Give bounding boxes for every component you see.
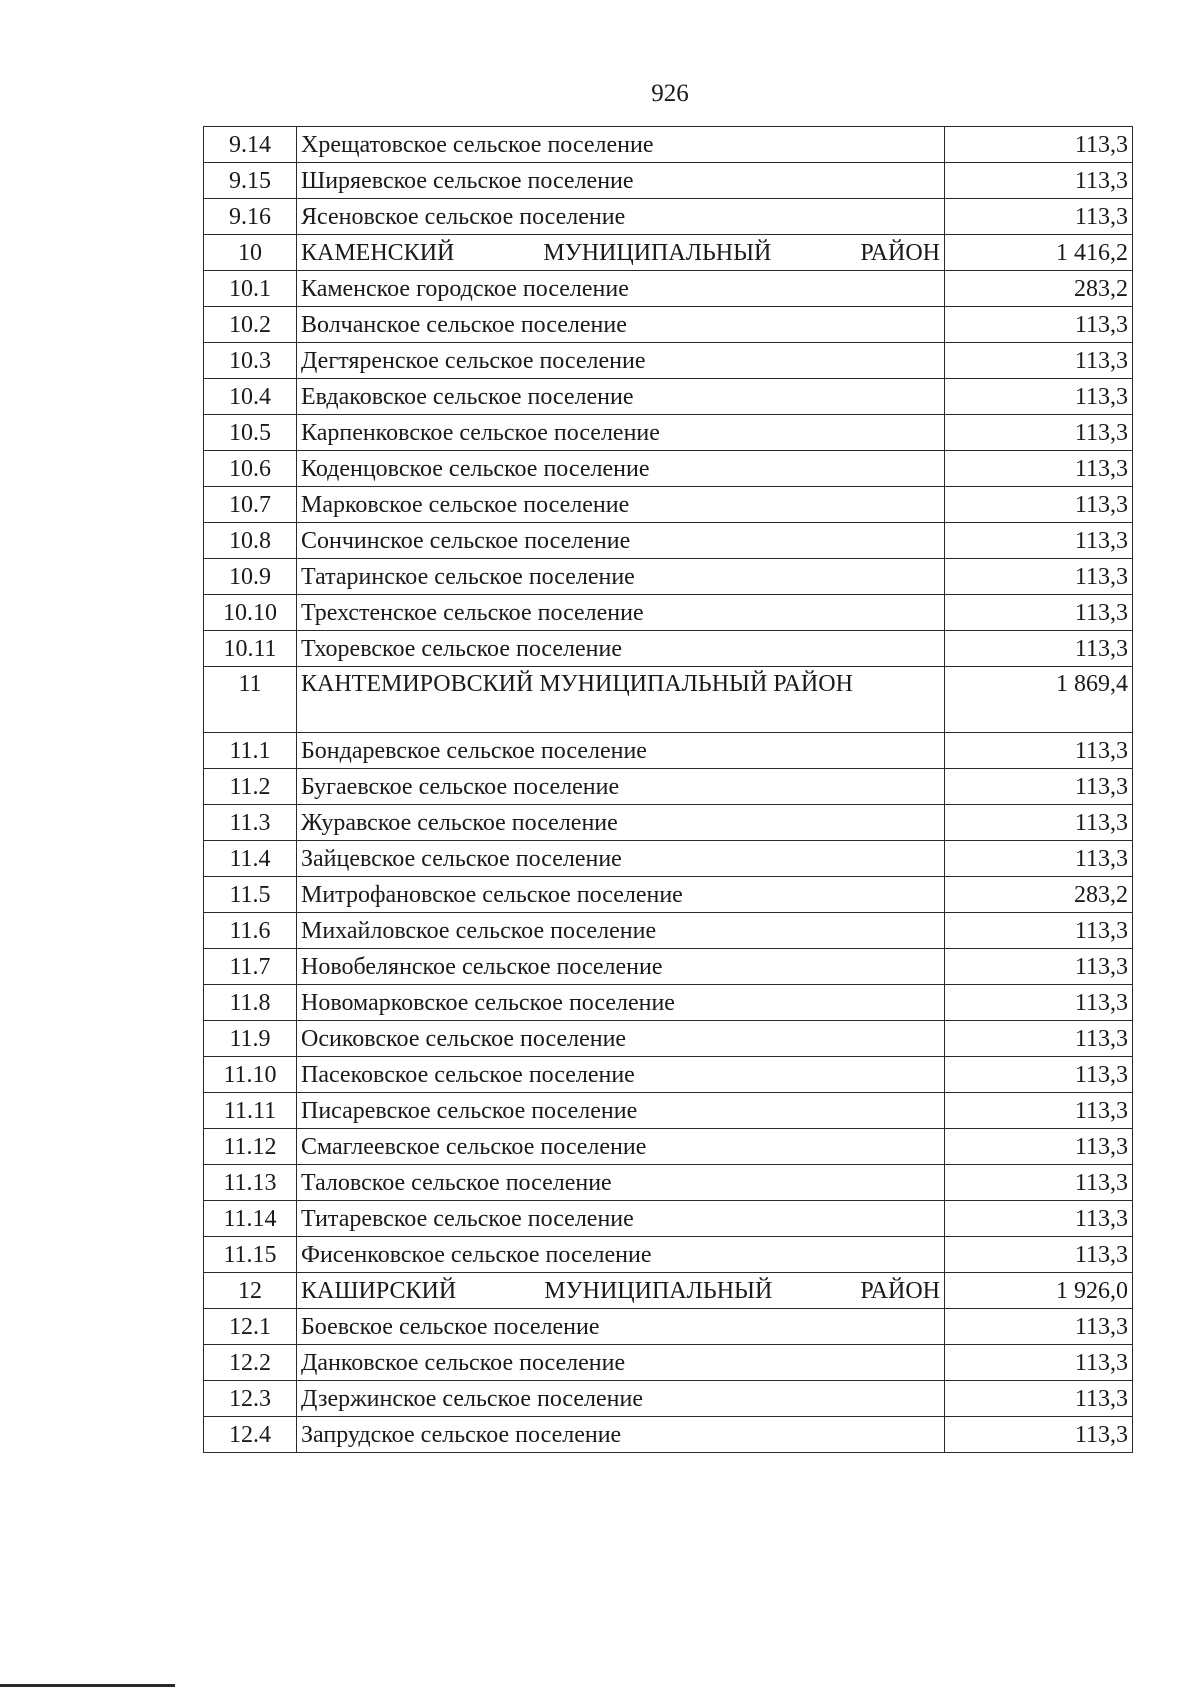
row-number: 11.15 xyxy=(204,1237,297,1273)
row-number: 10.2 xyxy=(204,307,297,343)
row-number: 11.4 xyxy=(204,841,297,877)
row-number: 11.12 xyxy=(204,1129,297,1165)
settlements-table xyxy=(203,126,1133,1453)
table-row xyxy=(204,733,1133,769)
table-row xyxy=(204,1345,1133,1381)
table-row xyxy=(204,1417,1133,1453)
table-row xyxy=(204,985,1133,1021)
table-row xyxy=(204,307,1133,343)
settlement-value: 113,3 xyxy=(945,1201,1133,1237)
row-number: 11.8 xyxy=(204,985,297,1021)
table-row xyxy=(204,1093,1133,1129)
district-row xyxy=(204,235,1133,271)
settlement-value: 113,3 xyxy=(945,127,1133,163)
row-number: 11.9 xyxy=(204,1021,297,1057)
row-number: 11.11 xyxy=(204,1093,297,1129)
settlement-value: 113,3 xyxy=(945,1021,1133,1057)
table-row xyxy=(204,1237,1133,1273)
row-number: 11.6 xyxy=(204,913,297,949)
settlement-name: Писаревское сельское поселение xyxy=(297,1093,945,1129)
settlement-name: Пасековское сельское поселение xyxy=(297,1057,945,1093)
settlement-name: Осиковское сельское поселение xyxy=(297,1021,945,1057)
table-row xyxy=(204,127,1133,163)
settlement-value: 113,3 xyxy=(945,199,1133,235)
settlement-value: 113,3 xyxy=(945,343,1133,379)
settlement-name: Сончинское сельское поселение xyxy=(297,523,945,559)
settlement-name: Марковское сельское поселение xyxy=(297,487,945,523)
settlement-name: Титаревское сельское поселение xyxy=(297,1201,945,1237)
row-number: 10.11 xyxy=(204,631,297,667)
settlement-name: Боевское сельское поселение xyxy=(297,1309,945,1345)
district-value: 1 869,4 xyxy=(945,667,1133,733)
settlement-value: 113,3 xyxy=(945,487,1133,523)
district-value: 1 926,0 xyxy=(945,1273,1133,1309)
row-number: 12.3 xyxy=(204,1381,297,1417)
settlement-value: 113,3 xyxy=(945,1093,1133,1129)
settlement-value: 113,3 xyxy=(945,379,1133,415)
table-row xyxy=(204,379,1133,415)
row-number: 10.9 xyxy=(204,559,297,595)
settlement-name: Ширяевское сельское поселение xyxy=(297,163,945,199)
table-row xyxy=(204,841,1133,877)
row-number: 9.14 xyxy=(204,127,297,163)
row-number: 11.7 xyxy=(204,949,297,985)
settlement-value: 283,2 xyxy=(945,271,1133,307)
settlement-value: 283,2 xyxy=(945,877,1133,913)
settlement-name: Бондаревское сельское поселение xyxy=(297,733,945,769)
settlement-name: Ясеновское сельское поселение xyxy=(297,199,945,235)
settlement-name: Коденцовское сельское поселение xyxy=(297,451,945,487)
row-number: 10.7 xyxy=(204,487,297,523)
settlement-value: 113,3 xyxy=(945,559,1133,595)
table-row xyxy=(204,523,1133,559)
settlement-value: 113,3 xyxy=(945,451,1133,487)
table-row xyxy=(204,631,1133,667)
table-row xyxy=(204,1129,1133,1165)
settlement-name: Митрофановское сельское поселение xyxy=(297,877,945,913)
district-name: КАМЕНСКИЙ МУНИЦИПАЛЬНЫЙ РАЙОН xyxy=(297,235,945,271)
row-number: 11.1 xyxy=(204,733,297,769)
settlement-name: Хрещатовское сельское поселение xyxy=(297,127,945,163)
settlement-value: 113,3 xyxy=(945,1129,1133,1165)
row-number: 9.16 xyxy=(204,199,297,235)
table-row xyxy=(204,343,1133,379)
settlement-value: 113,3 xyxy=(945,949,1133,985)
settlement-name: Дегтяренское сельское поселение xyxy=(297,343,945,379)
settlement-name: Тхоревское сельское поселение xyxy=(297,631,945,667)
settlement-value: 113,3 xyxy=(945,769,1133,805)
row-number: 11.3 xyxy=(204,805,297,841)
district-value: 1 416,2 xyxy=(945,235,1133,271)
table-row xyxy=(204,415,1133,451)
settlement-name: Фисенковское сельское поселение xyxy=(297,1237,945,1273)
district-name: КАНТЕМИРОВСКИЙ МУНИЦИПАЛЬНЫЙ РАЙОН xyxy=(297,667,945,733)
row-number: 12.4 xyxy=(204,1417,297,1453)
settlement-name: Дзержинское сельское поселение xyxy=(297,1381,945,1417)
settlement-name: Евдаковское сельское поселение xyxy=(297,379,945,415)
settlement-value: 113,3 xyxy=(945,523,1133,559)
settlement-name: Новомарковское сельское поселение xyxy=(297,985,945,1021)
settlement-value: 113,3 xyxy=(945,733,1133,769)
table-row xyxy=(204,1309,1133,1345)
footnote-separator-line xyxy=(0,1684,175,1687)
settlement-value: 113,3 xyxy=(945,1345,1133,1381)
district-row xyxy=(204,1273,1133,1309)
district-row xyxy=(204,667,1133,733)
row-number: 11.14 xyxy=(204,1201,297,1237)
row-number: 11.5 xyxy=(204,877,297,913)
settlement-name: Запрудское сельское поселение xyxy=(297,1417,945,1453)
row-number: 10.6 xyxy=(204,451,297,487)
row-number: 11 xyxy=(204,667,297,733)
settlement-name: Зайцевское сельское поселение xyxy=(297,841,945,877)
settlement-value: 113,3 xyxy=(945,805,1133,841)
settlement-value: 113,3 xyxy=(945,1165,1133,1201)
table-row xyxy=(204,1165,1133,1201)
settlement-value: 113,3 xyxy=(945,631,1133,667)
settlement-value: 113,3 xyxy=(945,1381,1133,1417)
row-number: 10.8 xyxy=(204,523,297,559)
settlement-value: 113,3 xyxy=(945,1057,1133,1093)
settlement-value: 113,3 xyxy=(945,1309,1133,1345)
table-row xyxy=(204,1057,1133,1093)
settlement-value: 113,3 xyxy=(945,307,1133,343)
table-row xyxy=(204,595,1133,631)
settlement-name: Данковское сельское поселение xyxy=(297,1345,945,1381)
row-number: 10.5 xyxy=(204,415,297,451)
settlement-name: Трехстенское сельское поселение xyxy=(297,595,945,631)
row-number: 12 xyxy=(204,1273,297,1309)
row-number: 12.1 xyxy=(204,1309,297,1345)
table-row xyxy=(204,487,1133,523)
table-row xyxy=(204,769,1133,805)
settlement-name: Таловское сельское поселение xyxy=(297,1165,945,1201)
page-number: 926 xyxy=(651,80,689,107)
settlement-name: Михайловское сельское поселение xyxy=(297,913,945,949)
settlement-value: 113,3 xyxy=(945,595,1133,631)
settlement-name: Татаринское сельское поселение xyxy=(297,559,945,595)
settlement-value: 113,3 xyxy=(945,841,1133,877)
table-row xyxy=(204,1381,1133,1417)
table-row xyxy=(204,451,1133,487)
table-row xyxy=(204,877,1133,913)
table-row xyxy=(204,949,1133,985)
table-row xyxy=(204,1201,1133,1237)
settlement-name: Журавское сельское поселение xyxy=(297,805,945,841)
row-number: 10.3 xyxy=(204,343,297,379)
row-number: 10 xyxy=(204,235,297,271)
settlements-table-body xyxy=(204,127,1133,1453)
settlement-value: 113,3 xyxy=(945,1237,1133,1273)
row-number: 11.13 xyxy=(204,1165,297,1201)
settlement-value: 113,3 xyxy=(945,913,1133,949)
district-name: КАШИРСКИЙ МУНИЦИПАЛЬНЫЙ РАЙОН xyxy=(297,1273,945,1309)
row-number: 10.10 xyxy=(204,595,297,631)
table-row xyxy=(204,271,1133,307)
settlement-name: Смаглеевское сельское поселение xyxy=(297,1129,945,1165)
settlement-name: Бугаевское сельское поселение xyxy=(297,769,945,805)
table-row xyxy=(204,163,1133,199)
settlement-value: 113,3 xyxy=(945,415,1133,451)
table-row xyxy=(204,805,1133,841)
row-number: 12.2 xyxy=(204,1345,297,1381)
row-number: 9.15 xyxy=(204,163,297,199)
table-row xyxy=(204,559,1133,595)
row-number: 10.1 xyxy=(204,271,297,307)
row-number: 10.4 xyxy=(204,379,297,415)
settlement-name: Карпенковское сельское поселение xyxy=(297,415,945,451)
settlement-name: Новобелянское сельское поселение xyxy=(297,949,945,985)
settlement-value: 113,3 xyxy=(945,985,1133,1021)
table-row xyxy=(204,913,1133,949)
row-number: 11.2 xyxy=(204,769,297,805)
row-number: 11.10 xyxy=(204,1057,297,1093)
table-row xyxy=(204,1021,1133,1057)
table-row xyxy=(204,199,1133,235)
settlement-name: Каменское городское поселение xyxy=(297,271,945,307)
settlement-value: 113,3 xyxy=(945,163,1133,199)
settlement-value: 113,3 xyxy=(945,1417,1133,1453)
settlement-name: Волчанское сельское поселение xyxy=(297,307,945,343)
